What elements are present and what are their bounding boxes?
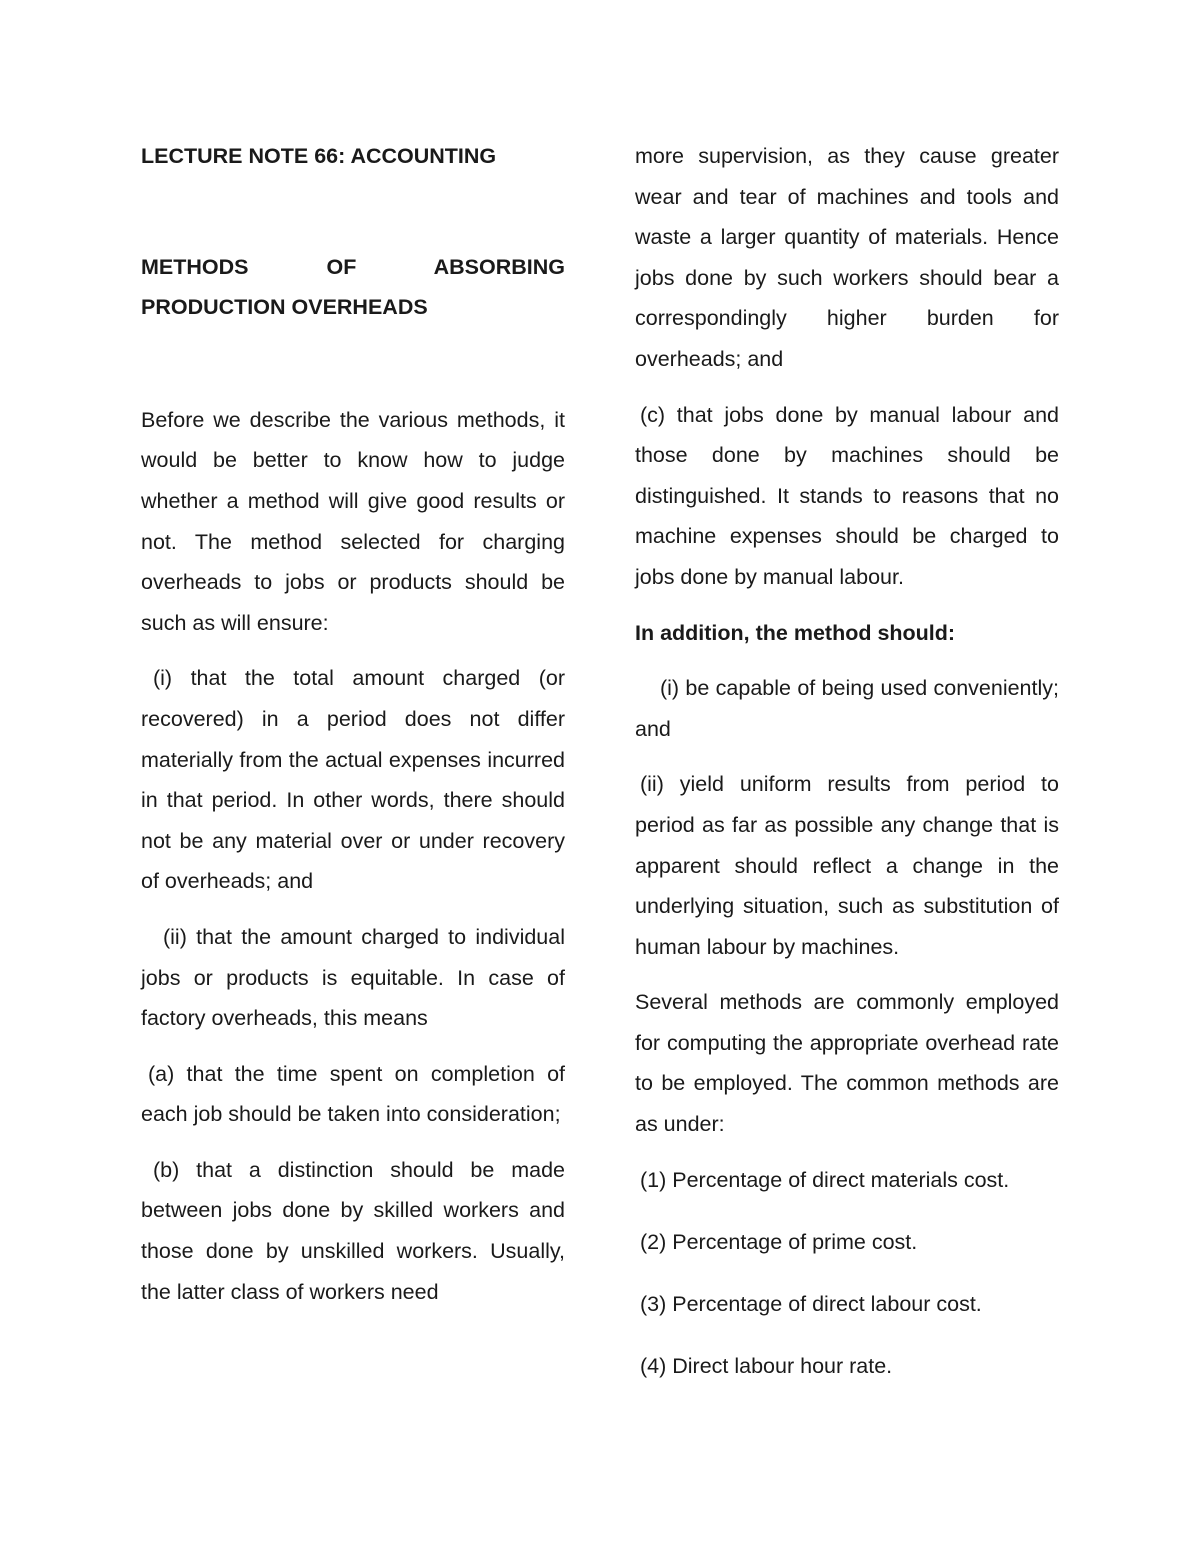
point-ii-paragraph: (ii) that the amount charged to individual jobs or products is equitable. In case of factory overheads, this means xyxy=(141,924,565,1031)
intro-paragraph: Before we describe the various methods, it would be better to know how to judge whether a method will give good results or not. The method selected for charging overheads to jobs or products should be such as will ensure: xyxy=(141,407,565,635)
point-i-paragraph: (i) that the total amount charged (or recovered) in a period does not differ materially from the actual expenses incurred in that period. In other words, there should not be any material over or under recovery of overheads; and xyxy=(141,666,565,894)
addition-point-ii: (ii) yield uniform results from period to period as far as possible any change that is apparent should reflect a change in the underlying situation, such as substitution of human labour by machines. xyxy=(635,772,1059,959)
addition-point-i: (i) be capable of being used conveniently; and xyxy=(635,676,1059,741)
point-a-paragraph: (a) that the time spent on completion of each job should be taken into consideration; xyxy=(141,1061,565,1127)
method-item-2: (2) Percentage of prime cost. xyxy=(640,1229,918,1254)
right-column xyxy=(635,136,1059,1408)
method-item-3: (3) Percentage of direct labour cost. xyxy=(640,1291,982,1316)
method-item-4: (4) Direct labour hour rate. xyxy=(640,1353,893,1378)
document-title: LECTURE NOTE 66: ACCOUNTING xyxy=(141,144,497,168)
point-b-paragraph: (b) that a distinction should be made between jobs done by skilled workers and those done by unskilled workers. Usually, the latter class of workers need xyxy=(141,1157,565,1304)
method-item-1: (1) Percentage of direct materials cost. xyxy=(640,1167,1010,1192)
several-methods-paragraph: Several methods are commonly employed for computing the appropriate overhead rate to be employed. The common methods are as under: xyxy=(635,990,1059,1137)
point-c-paragraph: (c) that jobs done by manual labour and those done by machines should be distinguished. It stands to reasons that no machine expenses should be charged to jobs done by manual labour. xyxy=(635,402,1059,589)
left-column xyxy=(141,136,565,1312)
point-b-continued-paragraph: more supervision, as they cause greater wear and tear of machines and tools and waste a larger quantity of materials. Hence jobs done by such workers should bear a correspondingly higher burden for overheads; and xyxy=(635,144,1059,371)
addition-heading: In addition, the method should: xyxy=(635,620,956,645)
section-heading: METHODS OF ABSORBING PRODUCTION OVERHEADS xyxy=(141,254,565,320)
